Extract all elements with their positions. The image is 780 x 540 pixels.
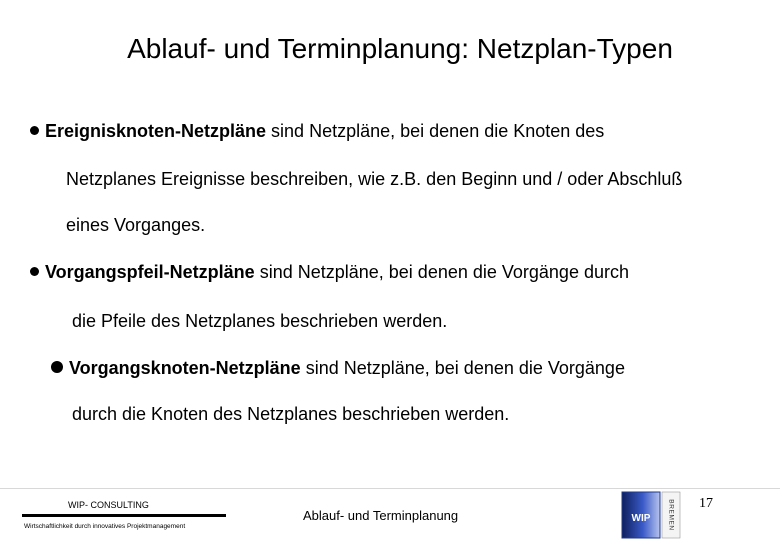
- footer-rule: [22, 514, 226, 517]
- term-vorgangsknoten: Vorgangsknoten-Netzpläne: [69, 358, 301, 378]
- slide-title: Ablauf- und Terminplanung: Netzplan-Typen: [127, 33, 673, 64]
- item-1-line-3: eines Vorganges.: [66, 215, 206, 235]
- bullet-item-3: [51, 357, 625, 379]
- item-1-line-2: Netzplanes Ereignisse beschreiben, wie z.B. den Beginn und / oder Abschluß: [66, 169, 683, 189]
- item-2-line-2: die Pfeile des Netzplanes beschrieben werden.: [72, 311, 448, 331]
- item-3-line-1: sind Netzpläne, bei denen die Vorgänge: [300, 358, 625, 378]
- footer-divider: [0, 488, 780, 489]
- term-vorgangspfeil: Vorgangspfeil-Netzpläne: [45, 262, 255, 282]
- logo-wip-text: WIP: [631, 513, 651, 524]
- bullet-item-2: [30, 261, 629, 283]
- item-1-line-1: sind Netzpläne, bei denen die Knoten des: [266, 121, 605, 141]
- footer-topic: Ablauf- und Terminplanung: [303, 508, 459, 523]
- bullet-dot-icon: [30, 126, 39, 135]
- bullet-dot-icon: [30, 267, 39, 276]
- wip-bremen-logo-icon: [620, 490, 682, 540]
- footer-company: WIP- CONSULTING: [68, 500, 149, 510]
- bullet-dot-icon: [51, 361, 63, 373]
- footer-tagline: Wirtschaftlichkeit durch innovatives Projektmanagement: [24, 523, 186, 530]
- bullet-item-1: [30, 120, 604, 142]
- term-ereignisknoten: Ereignisknoten-Netzpläne: [45, 121, 267, 141]
- item-3-line-2: durch die Knoten des Netzplanes beschrieben werden.: [72, 404, 510, 424]
- logo-vertical-text: BREMEN: [667, 499, 675, 531]
- item-2-line-1: sind Netzpläne, bei denen die Vorgänge durch: [254, 262, 629, 282]
- page-number: 17: [699, 496, 713, 511]
